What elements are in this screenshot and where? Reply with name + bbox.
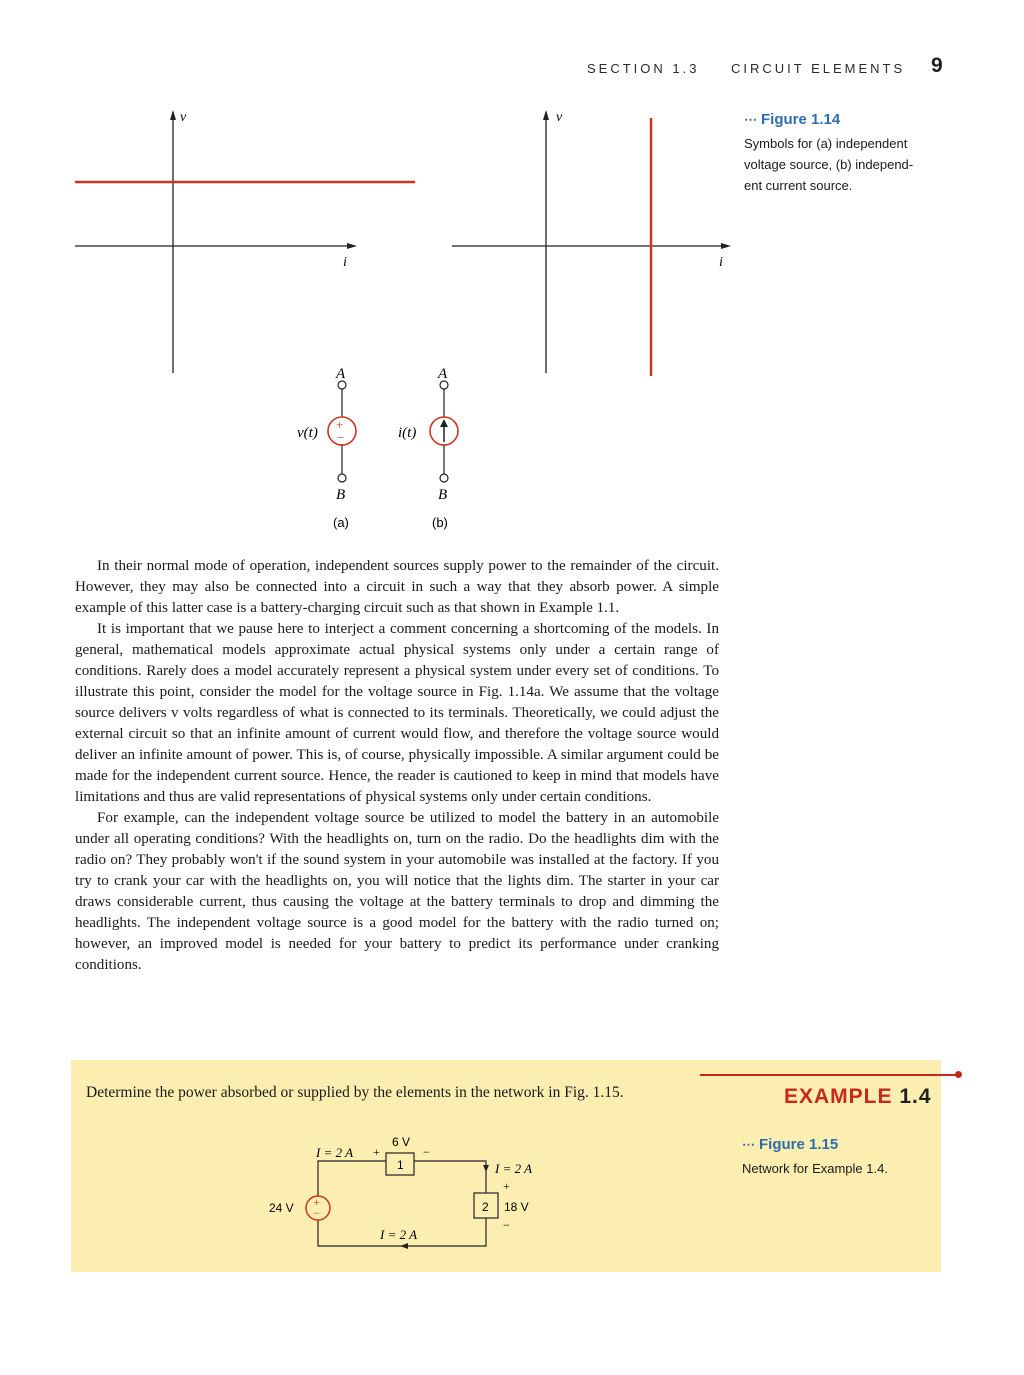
element-2-minus: − — [503, 1218, 510, 1232]
body-text — [75, 556, 719, 976]
figure-1-15-circuit — [260, 1130, 580, 1250]
current-bottom-label: I = 2 A — [380, 1227, 418, 1242]
current-source-symbol — [398, 366, 458, 530]
figure-title: Figure 1.14 — [761, 111, 841, 128]
terminal-b — [440, 474, 448, 482]
vi-plot-a — [75, 110, 415, 373]
example-heading — [784, 1085, 932, 1109]
paragraph: It is important that we pause here to interject a comment concerning a shortcoming of the models. In general, mathematical models approximate actual physical systems only under a certain range of conditions. Rarely does a model accurately represent a physical system under every set of conditions. To illustrate this point, consider the model for the voltage source in Fig. 1.14a. We assume that the voltage source delivers v volts regardless of what is connected to its terminals. Theoretically, we could adjust the external circuit so that an infinite amount of current would flow, and therefore the voltage source would deliver an infinite amount of power. This is, of course, physically impossible. A similar argument could be made for the independent current source. Hence, the reader is cautioned to keep in mind that models have limitations and thus are valid representations of physical systems only under certain conditions. — [75, 621, 719, 805]
vi-plot-b — [452, 110, 731, 376]
node-a-label: A — [336, 366, 346, 382]
figure-caption-text: Network for Example 1.4. — [742, 1161, 888, 1176]
terminal-a — [338, 381, 346, 389]
figure-1-14-caption — [744, 111, 954, 196]
current-arrow-bottom-icon — [400, 1243, 408, 1249]
i-axis-label-a: i — [343, 255, 347, 270]
voltage-minus: − — [337, 430, 345, 445]
source-voltage-label: 24 V — [269, 1201, 294, 1215]
example-rule-dot — [955, 1071, 962, 1078]
v-axis-label-a: v — [180, 110, 187, 125]
element-2-plus: + — [503, 1179, 510, 1193]
terminal-b — [338, 474, 346, 482]
figure-caption-text: Symbols for (a) independent voltage source, (b) independ- ent current source. — [744, 136, 914, 193]
subfigure-b-label: (b) — [432, 515, 448, 530]
paragraph: In their normal mode of operation, independent sources supply power to the remainder of the circuit. However, they may also be connected into a circuit in such a way that they absorb power. A simple example of this latter case is a battery-charging circuit such as that shown in Example 1.1. — [75, 558, 719, 616]
section-label: SECTION 1.3 — [587, 61, 700, 76]
current-right-label: I = 2 A — [495, 1161, 533, 1176]
source-minus: − — [313, 1206, 320, 1220]
example-label: EXAMPLE — [784, 1085, 893, 1108]
figure-pointer-icon: ⋯ — [744, 112, 757, 127]
example-question: Determine the power absorbed or supplied by the elements in the network in Fig. 1.15. — [86, 1084, 624, 1101]
element-1-label: 1 — [397, 1158, 404, 1172]
i-axis-arrow-a — [347, 243, 357, 249]
voltage-source-symbol — [297, 366, 356, 530]
paragraph: For example, can the independent voltage source be utilized to model the battery in an automobile under all operating conditions? With the headlights on, turn on the radio. Do the headlights dim with the radio on? They probably won't if the sound system in your automobile was installed at the factory. If you try to crank your car with the headlights on, you will notice that the lights dim. The starter in your car draws considerable current, thus causing the voltage at the battery terminals to drop and dimming the headlights. The independent voltage source is a good model for the battery with the radio turned on; however, an improved model is needed for your battery to predict its performance under cranking conditions. — [75, 810, 719, 973]
running-header — [0, 54, 1024, 82]
vt-label: v(t) — [297, 425, 318, 441]
v-axis-arrow-b — [543, 110, 549, 120]
terminal-a — [440, 381, 448, 389]
node-a-label: A — [438, 366, 448, 382]
chapter-title: CIRCUIT ELEMENTS — [731, 61, 906, 76]
figure-pointer-icon: ⋯ — [742, 1137, 755, 1152]
it-label: i(t) — [398, 425, 417, 441]
v-axis-arrow-a — [170, 110, 176, 120]
example-rule — [700, 1074, 958, 1076]
current-top-label: I = 2 A — [316, 1145, 354, 1160]
element-1-minus: − — [423, 1145, 430, 1159]
node-b-label: B — [438, 487, 448, 503]
page-number: 9 — [931, 54, 943, 77]
element-1-plus: + — [373, 1145, 380, 1159]
example-number: 1.4 — [899, 1085, 932, 1108]
i-axis-arrow-b — [721, 243, 731, 249]
element-2-voltage: 18 V — [504, 1200, 529, 1214]
figure-title: Figure 1.15 — [759, 1136, 839, 1153]
element-1-voltage: 6 V — [392, 1135, 411, 1149]
source-plus: + — [313, 1195, 320, 1209]
element-2-label: 2 — [482, 1200, 489, 1214]
figure-1-15-caption — [742, 1136, 942, 1179]
current-arrow-right-icon — [483, 1165, 489, 1172]
voltage-plus: + — [336, 417, 344, 432]
subfigure-a-label: (a) — [333, 515, 349, 530]
node-b-label: B — [336, 487, 346, 503]
v-axis-label-b: v — [556, 110, 563, 125]
i-axis-label-b: i — [719, 255, 723, 270]
